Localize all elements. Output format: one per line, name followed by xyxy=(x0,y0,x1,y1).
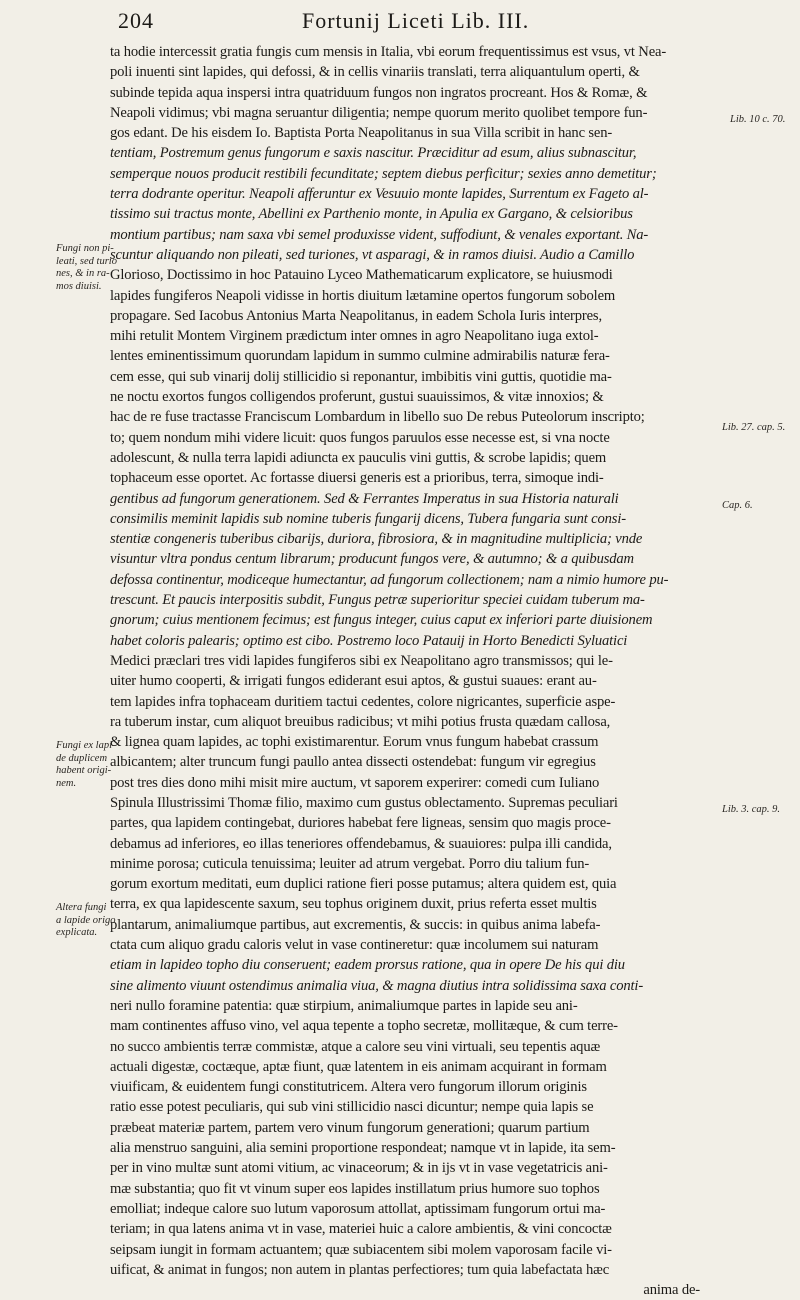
body-line: alia menstruo sanguini, alia semini proportione respondeat; namque vt in lapide, ita sem- xyxy=(110,1140,616,1157)
body-line: etiam in lapideo topho diu conseruent; eadem prorsus ratione, qua in opere De his qui diu xyxy=(110,957,625,974)
body-line: gentibus ad fungorum generationem. Sed & Ferrantes Imperatus in sua Historia naturali xyxy=(110,490,619,507)
body-line: subinde tepida aqua inspersi intra quatriduum fungos non ingratos procreant. Hos & Romæ, & xyxy=(110,84,648,101)
body-line: habet coloris palearis; optimo est cibo. Postremo loco Patauij in Horto Benedicti Syluatici xyxy=(110,632,628,649)
body-line: terra dodrante operitur. Neapoli afferuntur ex Vesuuio monte lapides, Surrentum ex Fageto al- xyxy=(110,186,649,203)
page-number: 204 xyxy=(118,8,154,33)
body-line: teriam; in qua latens anima vt in vase, materiei huic a calore ambientis, & vini concoctæ xyxy=(110,1221,612,1238)
body-line: Glorioso, Doctissimo in hoc Patauino Lyceo Mathematicarum explicatore, se huiusmodi xyxy=(110,267,613,284)
body-text xyxy=(110,42,710,1300)
body-line: & lignea quam lapides, ac tophi existimarentur. Eorum vnus fungum habebat crassum xyxy=(110,734,599,751)
body-line: cem esse, qui sub vinarij dolij stillicidio si reponantur, imbibitis vini guttis, quotidie ma- xyxy=(110,368,612,385)
body-line: debamus ad inferiores, eo illas teneriores offendebamus, & suauiores: pulpa illi candida, xyxy=(110,835,612,852)
body-line: lapides fungiferos Neapoli vidisse in hortis diuitum lætamine opertos fungorum sobolem xyxy=(110,287,616,304)
body-line: actuali digestæ, coctæque, aptæ fiunt, quæ latentem in eis animam acquirant in formam xyxy=(110,1058,607,1075)
body-line: sine alimento viuunt ostendimus animalia viua, & magna diutius intra solidissima saxa conti- xyxy=(110,977,644,994)
margin-note-line: mos diuisi. xyxy=(56,280,102,292)
body-line: terra, ex qua lapidescente saxum, seu tophus originem duxit, prius referta esset multis xyxy=(110,896,597,913)
body-line: tissimo sui tractus monte, Abellini ex Parthenio monte, in Apulia ex Gargano, & celsioribus xyxy=(110,206,633,223)
margin-note-altera-fungi xyxy=(56,902,116,940)
body-line: tem lapides infra tophaceam duritiem tactui cedentes, colore nigricantes, superficie aspe- xyxy=(110,693,616,710)
margin-note-line: Fungi non pi- xyxy=(56,243,114,254)
body-line: ra tuberum instar, cum aliquot breuibus radicibus; vt mihi potius frusta quædam callosa, xyxy=(110,713,611,730)
body-line: ratio esse potest peculiaris, qui sub vini stillicidio nasci dicuntur; nempe quia lapis se xyxy=(110,1099,594,1116)
body-line: anima de- xyxy=(643,1282,700,1299)
body-line: uiter humo cooperti, & irrigati fungos ediderant esui aptos, & gustui suaues: erant au- xyxy=(110,673,597,690)
body-line: neri nullo foramine patentia: quæ stirpium, animaliumque partes in lapide seu ani- xyxy=(110,997,578,1014)
margin-note-line: nes, & in ra- xyxy=(56,268,110,279)
body-line: stentiæ congeneris tuberibus cibarijs, duriora, fibrosiora, & in magnitudine multiplicia; vnde xyxy=(110,531,643,548)
margin-note-line: leati, sed turio xyxy=(56,255,117,267)
body-line: Spinula Illustrissimi Thomæ filio, maximo cum gustus oblectamento. Supremas peculiari xyxy=(110,794,618,811)
body-line: ctata cum aliquo gradu caloris velut in vase contineretur: quæ incolumem sui naturam xyxy=(110,937,599,954)
margin-note-line: a lapide origo xyxy=(56,914,116,926)
body-line: præbeat materiæ partem, partem vero vinum fungorum generationi; quarum partium xyxy=(110,1119,590,1136)
margin-note-line: explicata. xyxy=(56,927,98,938)
body-line: trescunt. Et paucis interpositis subdit, Fungus petræ superioritur speciei cuidam tuberum ma- xyxy=(110,592,645,609)
body-line: semperque nouos producit restibili fecunditate; septem diebus perficitur; sexies anno demetitur; xyxy=(110,165,657,182)
margin-note-line: habent origi- xyxy=(56,765,112,776)
body-line: uificat, & animat in fungos; non autem in plantas perfectiores; tum quia labefactata hæc xyxy=(110,1261,610,1278)
body-line: mæ substantia; quo fit vt vinum super eos lapides instillatum prius humore suo tophos xyxy=(110,1180,600,1197)
body-line: visuntur vltra pondus centum librarum; producunt fungos vere, & autumno; & a quibusdam xyxy=(110,551,634,568)
margin-note-line: de duplicem xyxy=(56,752,108,764)
margin-note-line: nem. xyxy=(56,777,77,789)
body-line: poli inuenti sint lapides, qui defossi, & in cellis vinariis translati, terra aliquantulum operti, & xyxy=(110,64,640,81)
body-line: mihi retulit Montem Virginem prædictum inter omnes in agro Neapolitano iuga extol- xyxy=(110,328,599,345)
body-line: no succo ambientis terræ commistæ, atque a calore seu vini virtuali, seu tepentis aquæ xyxy=(110,1038,601,1055)
body-line: mam continentes affuso vino, vel aqua tepente a topho secretæ, mollitæque, & cum terre- xyxy=(110,1018,618,1035)
body-line: Medici præclari tres vidi lapides fungiferos sibi ex Neapolitano agro transmissos; qui le- xyxy=(110,652,613,669)
body-line: seipsam iungit in formam actuantem; quæ subiacentem sibi molem vaporosam facile vi- xyxy=(110,1241,612,1258)
body-line: minime porosa; cuticula tenuissima; leuiter ad atrum vergebat. Porro diu talium fun- xyxy=(110,855,590,872)
margin-note-line: Altera fungi xyxy=(56,902,107,913)
body-line: hac de re fuse tractasse Franciscum Lombardum in libello suo De rebus Puteolorum inscripto; xyxy=(110,409,645,426)
margin-ref-cap6: Cap. 6. xyxy=(722,500,753,511)
body-line: gos edant. De his eisdem Io. Baptista Porta Neapolitanus in sua Villa scribit in hanc sen- xyxy=(110,125,613,142)
body-line: ne noctu exortos fungos colligendos proferunt, gustui suauissimos, & vitæ innoxios; & xyxy=(110,389,604,406)
body-line: viuificam, & euidentem fungi constitutricem. Altera vero fungorum illorum originis xyxy=(110,1079,587,1096)
body-line: partes, qua lapidem contingebat, duriores habebat fere ligneas, sensim quo magis proce- xyxy=(110,815,611,832)
body-line: montium partibus; nam saxa vbi semel produxisse vident, suffodiunt, & venales exportant. Na- xyxy=(110,226,649,243)
body-line: to; quem nondum mihi videre licuit: quos fungos paruulos esse necesse est, si vna nocte xyxy=(110,429,610,446)
body-line: consimilis meminit lapidis sub nomine tuberis fungarij dicens, Tubera fungaria sunt consi- xyxy=(110,510,626,527)
margin-ref-lib27: Lib. 27. cap. 5. xyxy=(722,422,786,433)
body-line: ta hodie intercessit gratia fungis cum mensis in Italia, vbi eorum frequentissimus est vsus, vt Nea- xyxy=(110,44,667,60)
body-line: albicantem; alter truncum fungi paullo antea dissecti ostendebat: fungum vir egregius xyxy=(110,754,596,771)
body-line: propagare. Sed Iacobus Antonius Marta Neapolitanus, in eadem Schola Iuris interpres, xyxy=(110,307,602,324)
margin-ref-lib3: Lib. 3. cap. 9. xyxy=(722,804,781,815)
margin-ref-lib10: Lib. 10 c. 70. xyxy=(730,114,786,125)
body-line: scuntur aliquando non pileati, sed turiones, vt asparagi, & in ramos diuisi. Audio a Camillo xyxy=(110,246,635,263)
body-line: tophaceum esse oportet. Ac fortasse diuersi generis est a prioribus, terra, simoque indi- xyxy=(110,470,604,487)
running-title: Fortunij Liceti Lib. III. xyxy=(302,8,530,33)
body-line: Neapoli vidimus; vbi magna seruantur diligentia; nempe quorum merito quolibet tempore fun- xyxy=(110,104,648,121)
body-line: lentes eminentissimum quorundam lapidum in summo culmine admirabilis naturæ fera- xyxy=(110,348,610,365)
body-line: tentiam, Postremum genus fungorum e saxis nascitur. Præciditur ad esum, alius subnascitur, xyxy=(110,145,637,162)
body-line: plantarum, animaliumque partibus, aut excrementis, & succis: in quibus anima labefa- xyxy=(110,916,601,933)
body-line: adolescunt, & nulla terra lapidi adiuncta ex pauculis vini guttis, & scrobe lapidis; quem xyxy=(110,449,607,466)
body-line: gnorum; cuius mentionem fecimus; est fungus integer, cuius caput ex inferiori parte diuisionem xyxy=(110,612,653,629)
body-line: emolliat; indeque calore suo lutum vaporosum attollat, aptissimam fungorum ortui ma- xyxy=(110,1200,606,1217)
body-line: defossa continentur, modiceque humectantur, ad fungorum collectionem; nam a nimio humore pu- xyxy=(110,571,669,588)
margin-note-fungi-ex-lapide xyxy=(56,740,115,790)
body-line: post tres dies dono mihi misit mire auctum, vt saporem experirer: comedi cum Iuliano xyxy=(110,774,600,791)
margin-note-fungi-non-pileati xyxy=(56,243,117,293)
margin-note-line: Fungi ex lapi- xyxy=(56,740,116,751)
body-line: gorum exortum meditati, eum duplici ratione fieri posse putamus; altera quidem est, quia xyxy=(110,876,617,893)
body-line: per in vino multæ sunt atomi vitium, ac vinaceorum; & in ijs vt in vase vegetatricis ani- xyxy=(110,1160,608,1177)
page-header xyxy=(112,8,692,38)
